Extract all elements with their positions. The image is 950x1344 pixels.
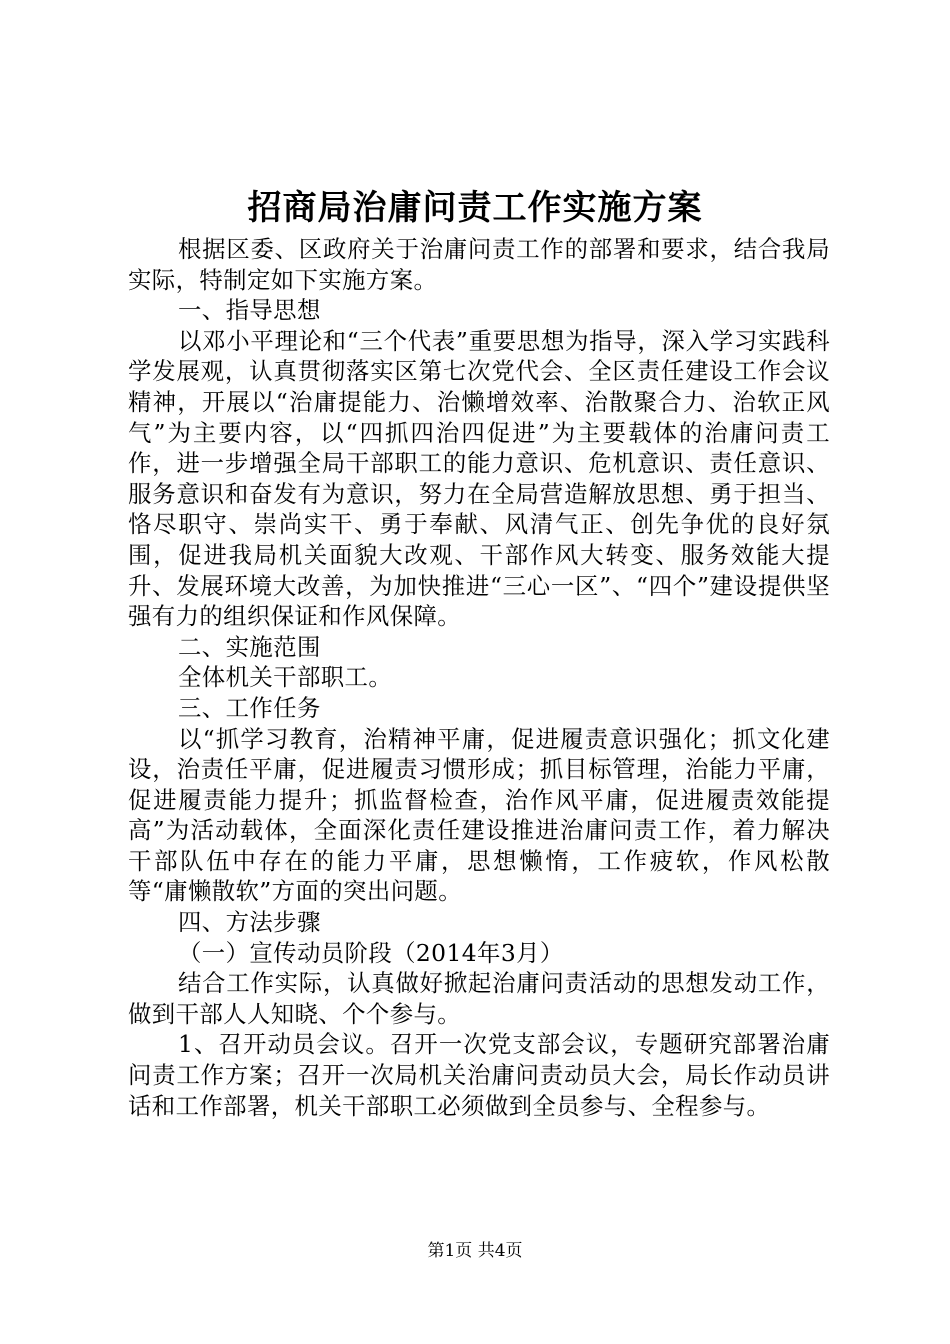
document-body <box>128 234 830 1121</box>
guiding-thought-paragraph: 以邓小平理论和“三个代表”重要思想为指导，深入学习实践科学发展观，认真贯彻落实区第七次党代会、全区责任建设工作会议精神，开展以“治庸提能力、治懒增效率、治散聚合力、治软正风气”为主要内容，以“四抓四治四促进”为主要载体的治庸问责工作，进一步增强全局干部职工的能力意识、危机意识、责任意识、服务意识和奋发有为意识，努力在全局营造解放思想、勇于担当、恪尽职守、崇尚实干、勇于奉献、风清气正、创先争优的良好氛围，促进我局机关面貌大改观、干部作风大转变、服务效能大提升、发展环境大改善，为加快推进“三心一区”、“四个”建设提供坚强有力的组织保证和作风保障。 <box>128 326 830 631</box>
section-heading-scope: 二、实施范围 <box>178 632 321 661</box>
tasks-paragraph: 以“抓学习教育，治精神平庸，促进履责意识强化；抓文化建设，治责任平庸，促进履责习惯形成；抓目标管理，治能力平庸，促进履责能力提升；抓监督检查，治作风平庸，促进履责效能提高”为活动载体，全面深化责任建设推进治庸问责工作，着力解决干部队伍中存在的能力平庸，思想懒惰，工作疲软，作风松散等“庸懒散软”方面的突出问题。 <box>128 724 830 906</box>
section-heading-guiding-thought: 一、指导思想 <box>178 296 321 325</box>
page-footer: 第1页 共4页 <box>427 1241 523 1261</box>
subsection-heading-mobilization: （一）宣传动员阶段（2014年3月） <box>178 938 564 967</box>
mobilization-paragraph: 结合工作实际，认真做好掀起治庸问责活动的思想发动工作，做到干部人人知晓、个个参与。 <box>128 969 830 1028</box>
scope-paragraph: 全体机关干部职工。 <box>178 663 393 692</box>
mobilization-meeting-paragraph: 1、召开动员会议。召开一次党支部会议，专题研究部署治庸问责工作方案；召开一次局机关治庸问责动员大会，局长作动员讲话和工作部署，机关干部职工必须做到全员参与、全程参与。 <box>128 1030 830 1120</box>
document-title: 招商局治庸问责工作实施方案 <box>247 188 703 228</box>
section-heading-tasks: 三、工作任务 <box>178 693 321 722</box>
section-heading-steps: 四、方法步骤 <box>178 908 321 937</box>
intro-paragraph: 根据区委、区政府关于治庸问责工作的部署和要求，结合我局实际，特制定如下实施方案。 <box>128 235 830 294</box>
